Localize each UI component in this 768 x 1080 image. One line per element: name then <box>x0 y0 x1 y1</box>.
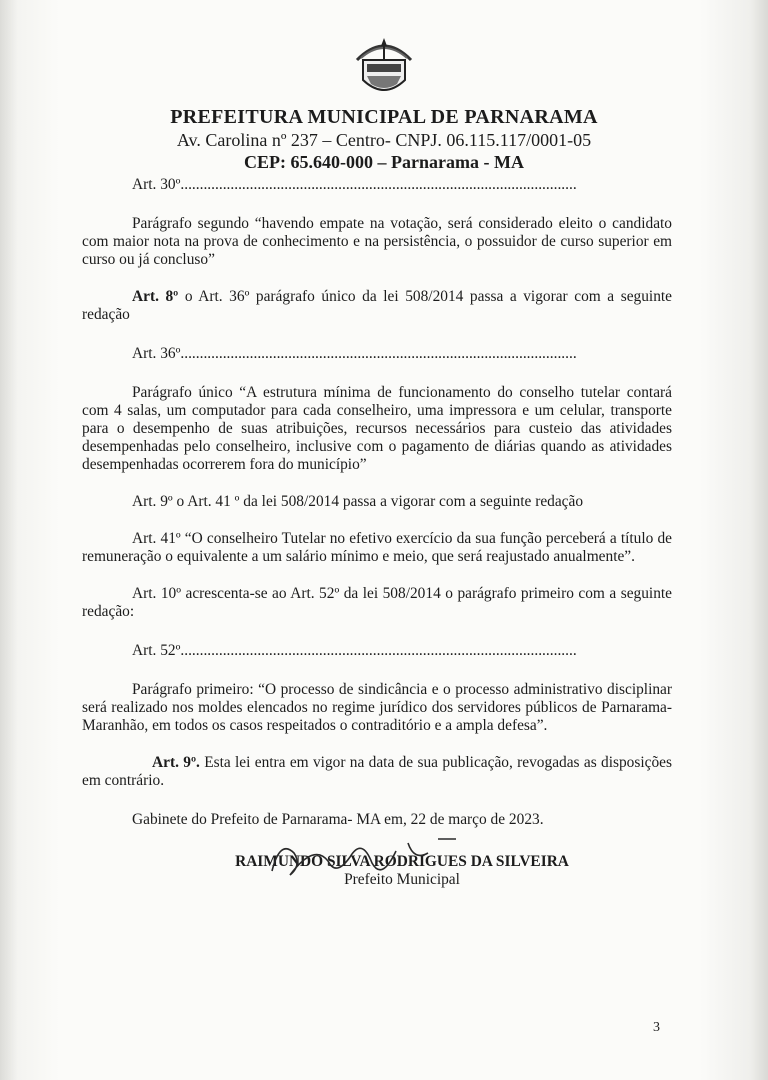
page-number: 3 <box>653 1020 660 1035</box>
handwritten-signature-icon <box>232 831 482 891</box>
art9b-paragraph <box>82 754 672 790</box>
art8-label: Art. 8º <box>132 288 179 305</box>
letterhead-title: PREFEITURA MUNICIPAL DE PARNARAMA <box>170 106 598 128</box>
art9b-text: Esta lei entra em vigor na data de sua publicação, revogadas as disposições em contrário. <box>82 754 672 789</box>
signatory-name: RAIMUNDO SILVA RODRIGUES DA SILVEIRA <box>235 853 569 870</box>
letterhead-cep: CEP: 65.640-000 – Parnarama - MA <box>244 152 524 172</box>
art9b-label: Art. 9º. <box>152 754 200 771</box>
art10-paragraph: Art. 10º acrescenta-se ao Art. 52º da lei 508/2014 o parágrafo primeiro com a seguinte redação: <box>82 585 672 620</box>
art30-reference: Art. 30º....................................................................................................... <box>132 176 577 193</box>
art52-reference: Art. 52º....................................................................................................... <box>132 642 577 659</box>
letterhead <box>0 30 768 173</box>
signature-block <box>82 853 672 889</box>
gabinete-line: Gabinete do Prefeito de Parnarama- MA em, 22 de março de 2023. <box>132 811 544 828</box>
art36-reference: Art. 36º....................................................................................................... <box>132 345 577 362</box>
art9-paragraph: Art. 9º o Art. 41 º da lei 508/2014 passa a vigorar com a seguinte redação <box>132 493 584 510</box>
art30-paragraph: Parágrafo segundo “havendo empate na votação, será considerado eleito o candidato com maior nota na prova de conhecimento e na persistência, o possuidor de curso superior em curso ou já concluso” <box>82 215 672 268</box>
art41-paragraph: Art. 41º “O conselheiro Tutelar no efetivo exercício da sua função perceberá a título de remuneração o equivalente a um salário mínimo e meio, que será reajustado anualmente”. <box>82 530 672 565</box>
letterhead-address: Av. Carolina nº 237 – Centro- CNPJ. 06.115.117/0001-05 <box>176 130 592 150</box>
art52-paragraph: Parágrafo primeiro: “O processo de sindicância e o processo administrativo disciplinar será realizado nos moldes elencados no regime jurídico dos servidores públicos de Parnarama-Maranhão, em todos os casos respeitados o contraditório e a ampla defesa”. <box>82 681 672 734</box>
art36-paragraph: Parágrafo único “A estrutura mínima de funcionamento do conselho tutelar contará com 4 salas, um computador para cada conselheiro, uma impressora e um celular, transporte para o desempenho de suas atribuições, recursos necessários para custeio das atividades desempenhadas pelo conselheiro, inclusive com o pagamento de diárias quando as atividades desempenhadas ocorrerem fora do município” <box>82 384 672 473</box>
document-body <box>82 176 672 889</box>
municipal-coat-of-arms-icon <box>349 30 419 102</box>
art8-text: o Art. 36º parágrafo único da lei 508/2014 passa a vigorar com a seguinte redação <box>82 288 672 323</box>
art8-paragraph <box>82 288 672 324</box>
signatory-role: Prefeito Municipal <box>344 871 460 888</box>
